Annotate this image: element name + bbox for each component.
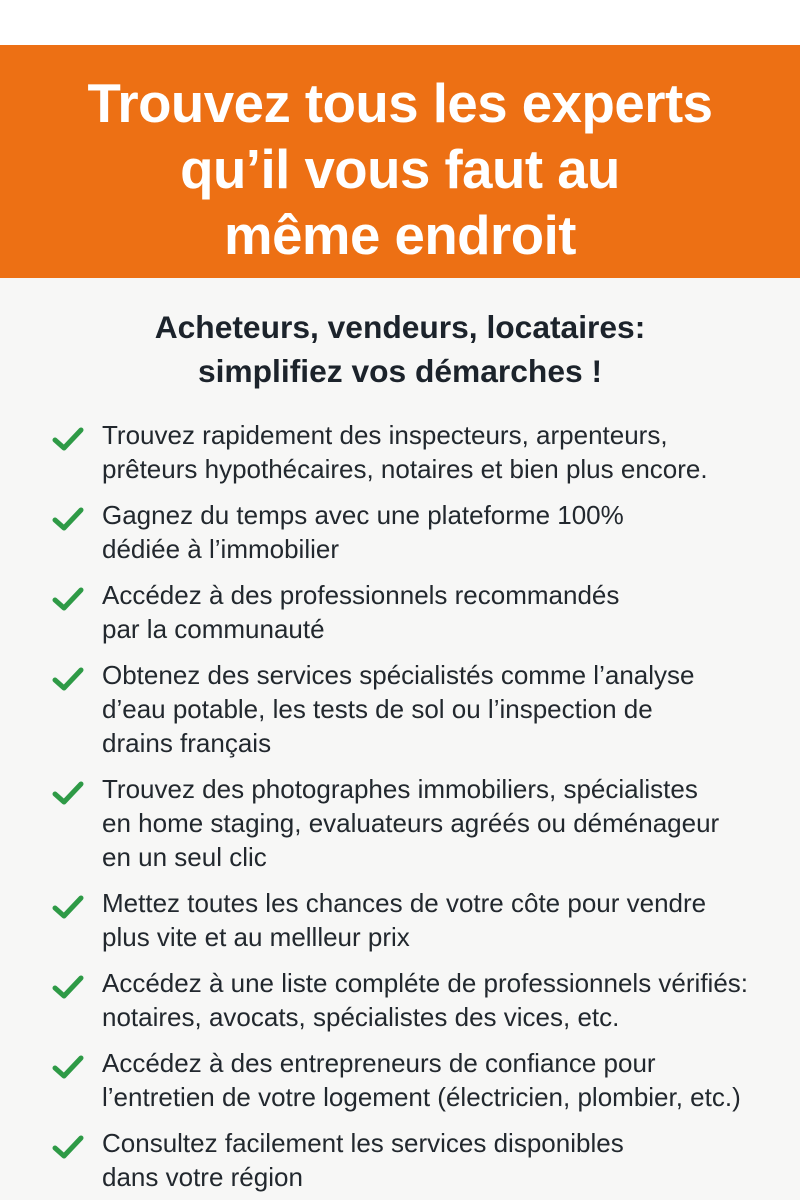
benefit-text-line: l’entretien de votre logement (électricien, plombier, etc.) bbox=[102, 1082, 741, 1112]
subheading-line: Acheteurs, vendeurs, locataires: bbox=[154, 309, 646, 345]
benefit-text-line: drains français bbox=[102, 728, 272, 758]
benefit-text-line: Trouvez rapidement des inspecteurs, arpenteurs, bbox=[102, 420, 668, 450]
benefit-text-line: Gagnez du temps avec une plateforme 100% bbox=[102, 500, 624, 530]
benefit-text-line: Trouvez des photographes immobiliers, spécialistes bbox=[102, 774, 698, 804]
check-icon bbox=[52, 586, 84, 612]
subheading-line: simplifiez vos démarches ! bbox=[197, 353, 603, 389]
benefit-text-line: par la communauté bbox=[102, 614, 325, 644]
benefit-text-line: en home staging, evaluateurs agréés ou déménageur bbox=[102, 808, 720, 838]
check-icon bbox=[52, 1134, 84, 1160]
check-icon bbox=[52, 894, 84, 920]
benefit-text-line: Accédez à des professionnels recommandés bbox=[102, 580, 620, 610]
benefit-text-line: dédiée à l’immobilier bbox=[102, 534, 339, 564]
benefit-text-line: plus vite et au mellleur prix bbox=[102, 922, 410, 952]
check-icon bbox=[52, 666, 84, 692]
title-line: même endroit bbox=[224, 205, 576, 266]
title-line: qu’il vous faut au bbox=[180, 139, 620, 200]
benefit-text-line: d’eau potable, les tests de sol ou l’inspection de bbox=[102, 694, 653, 724]
check-icon bbox=[52, 780, 84, 806]
benefit-text-line: prêteurs hypothécaires, notaires et bien plus encore. bbox=[102, 454, 708, 484]
benefit-text-line: dans votre région bbox=[102, 1162, 303, 1192]
benefit-text-line: Mettez toutes les chances de votre côte pour vendre bbox=[102, 888, 707, 918]
benefit-text-line: notaires, avocats, spécialistes des vices, etc. bbox=[102, 1002, 620, 1032]
benefit-text-line: Consultez facilement les services disponibles bbox=[102, 1128, 624, 1158]
check-icon bbox=[52, 426, 84, 452]
check-icon bbox=[52, 974, 84, 1000]
benefit-text-line: Obtenez des services spécialistés comme l’analyse bbox=[102, 660, 695, 690]
check-icon bbox=[52, 1054, 84, 1080]
benefit-text-line: Accédez à une liste compléte de professionnels vérifiés: bbox=[102, 968, 749, 998]
benefit-text-line: en un seul clic bbox=[102, 842, 267, 872]
title-line: Trouvez tous les experts bbox=[87, 73, 713, 134]
check-icon bbox=[52, 506, 84, 532]
benefit-text-line: Accédez à des entrepreneurs de confiance pour bbox=[102, 1048, 656, 1078]
